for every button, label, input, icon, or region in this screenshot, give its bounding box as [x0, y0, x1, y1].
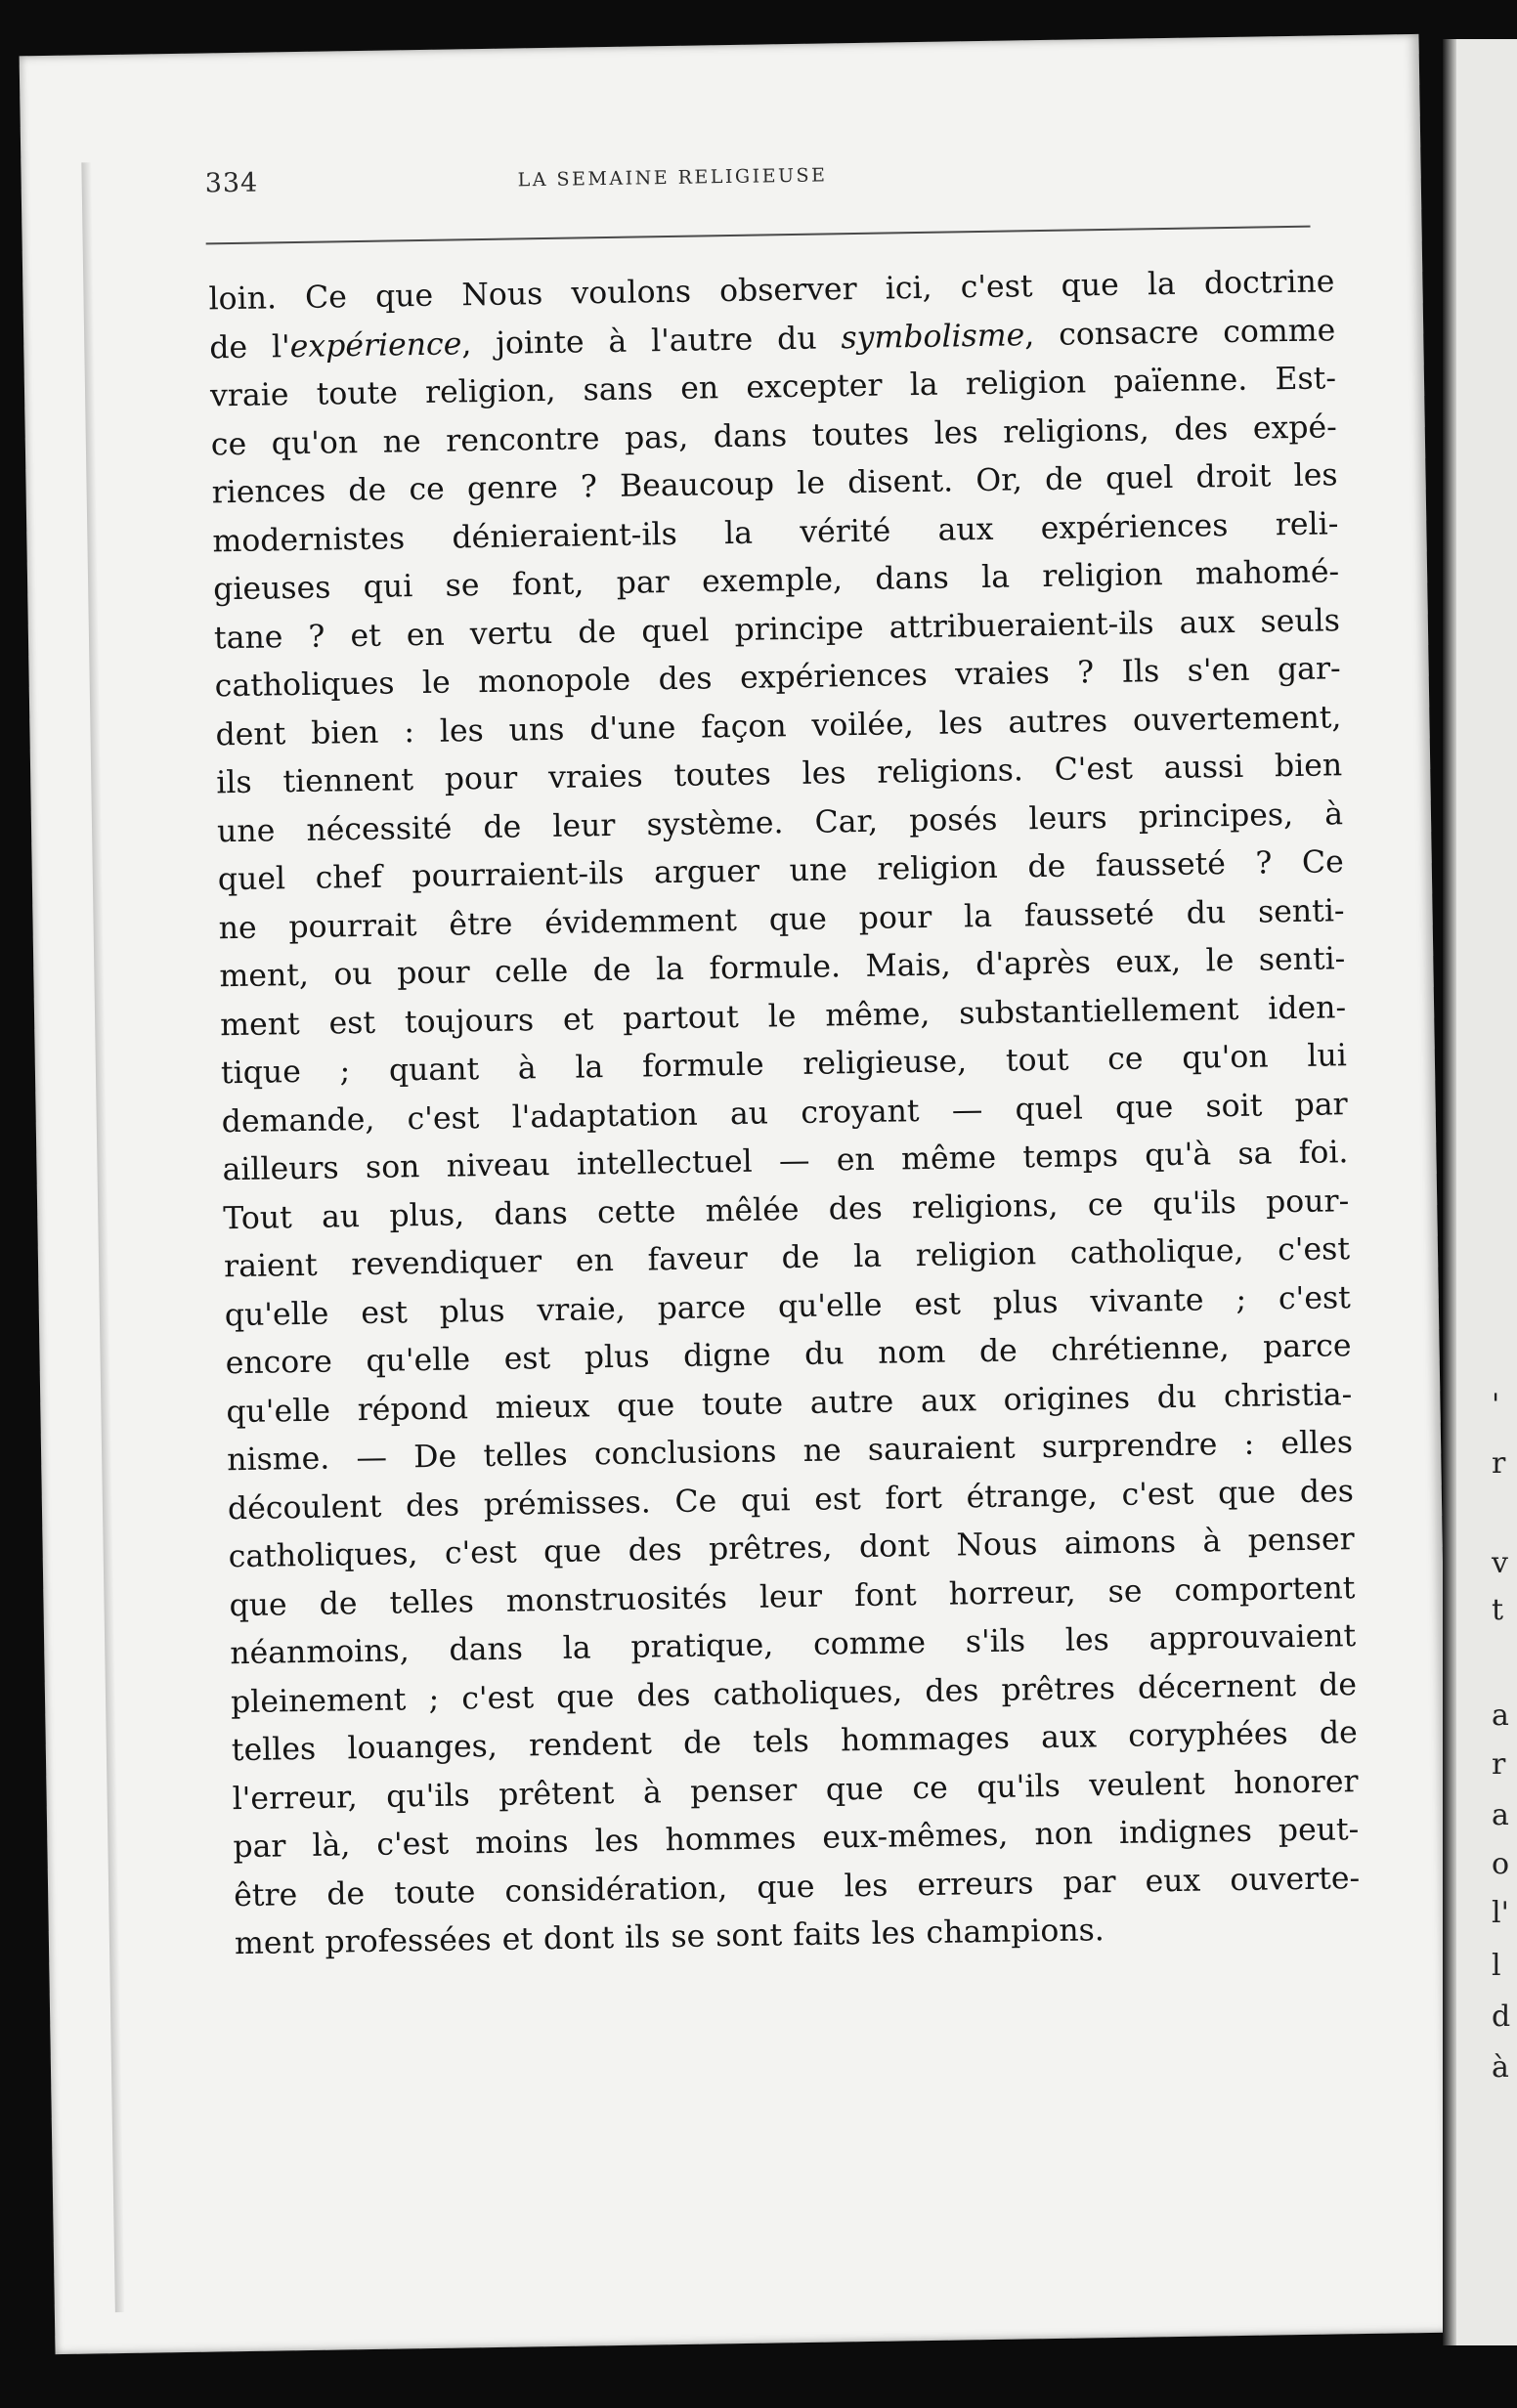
text-line: telles louanges, rendent de tels hommages aux coryphées de: [231, 1715, 1359, 1769]
text-line: vraie toute religion, sans en excepter la religion païenne. Est-: [209, 361, 1337, 414]
text-line: catholiques, c'est que des prêtres, dont Nous aimons à penser: [228, 1522, 1355, 1575]
text-line: dent bien : les uns d'une façon voilée, les autres ouvertement,: [215, 699, 1342, 752]
body-text: [208, 258, 1361, 1968]
adjacent-fragment: a: [1492, 1798, 1509, 1832]
text-line: ment, ou pour celle de la formule. Mais, d'après eux, le senti-: [219, 941, 1346, 995]
book-page: [20, 34, 1455, 2354]
adjacent-fragment: l': [1492, 1896, 1509, 1930]
text-line: néanmoins, dans la pratique, comme s'ils les approuvaient: [230, 1618, 1357, 1672]
page-edge-shadow: [1443, 39, 1456, 2345]
adjacent-fragment: t: [1492, 1593, 1504, 1627]
text-line: que de telles monstruosités leur font horreur, se comportent: [229, 1570, 1356, 1623]
text-line: encore qu'elle est plus digne du nom de chrétienne, parce: [225, 1328, 1352, 1382]
text-line: pleinement ; c'est que des catholiques, des prêtres décernent de: [230, 1666, 1358, 1720]
adjacent-fragment: v: [1492, 1546, 1508, 1580]
text-line: être de toute considération, que les erreurs par eux ouverte-: [233, 1860, 1361, 1914]
text-line: ment professées et dont ils se sont faits les champions.: [234, 1913, 1105, 1962]
running-title: LA SEMAINE RELIGIEUSE: [517, 164, 828, 192]
text-line: ne pourrait être évidemment que pour la fausseté du senti-: [218, 892, 1345, 946]
adjacent-fragment: o: [1492, 1847, 1510, 1881]
adjacent-fragment: à: [1492, 2050, 1509, 2085]
text-line: catholiques le monopole des expériences vraies ? Ils s'en gar-: [214, 651, 1341, 705]
text-line: raient revendiquer en faveur de la religion catholique, c'est: [223, 1231, 1351, 1285]
text-line: une nécessité de leur système. Car, posés leurs principes, à: [216, 796, 1344, 849]
adjacent-fragment: d: [1492, 2000, 1511, 2034]
text-line: ils tiennent pour vraies toutes les religions. C'est aussi bien: [216, 748, 1343, 801]
text-line: ce qu'on ne rencontre pas, dans toutes les religions, des expé-: [210, 408, 1338, 462]
adjacent-fragment: r: [1492, 1446, 1506, 1481]
text-line: quel chef pourraient-ils arguer une religion de fausseté ? Ce: [217, 844, 1345, 898]
text-line: de l'expérience, jointe à l'autre du symbolisme, consacre comme: [209, 312, 1336, 366]
adjacent-fragment: a: [1492, 1698, 1509, 1733]
text-line: l'erreur, qu'ils prêtent à penser que ce qu'ils veulent honorer: [232, 1763, 1359, 1817]
text-line: nisme. — De telles conclusions ne sauraient surprendre : elles: [226, 1425, 1354, 1479]
text-line: ailleurs son niveau intellectuel — en même temps qu'à sa foi.: [222, 1135, 1349, 1188]
text-line: Tout au plus, dans cette mêlée des religions, ce qu'ils pour-: [223, 1182, 1350, 1236]
text-line: par là, c'est moins les hommes eux-mêmes, non indignes peut-: [233, 1812, 1360, 1866]
page-gutter-shadow: [81, 162, 125, 2312]
text-line: riences de ce genre ? Beaucoup le disent. Or, de quel droit les: [211, 457, 1338, 511]
page-number: 334: [204, 167, 259, 199]
adjacent-fragment: r: [1492, 1747, 1506, 1782]
page-header: [204, 151, 1310, 216]
text-line: qu'elle est plus vraie, parce qu'elle est plus vivante ; c'est: [224, 1279, 1352, 1333]
text-line: ment est toujours et partout le même, substantiellement iden-: [219, 989, 1347, 1043]
text-line: découlent des prémisses. Ce qui est fort étrange, c'est que des: [227, 1473, 1355, 1526]
adjacent-fragment: ': [1492, 1388, 1500, 1422]
header-rule: [206, 226, 1311, 245]
text-line: loin. Ce que Nous voulons observer ici, c'est que la doctrine: [208, 264, 1335, 318]
text-line: gieuses qui se font, par exemple, dans la religion mahomé-: [212, 554, 1340, 608]
adjacent-fragment: l: [1492, 1949, 1501, 1983]
text-line: qu'elle répond mieux que toute autre aux origines du christia-: [226, 1376, 1353, 1430]
text-line: demande, c'est l'adaptation au croyant — quel que soit par: [221, 1086, 1348, 1140]
text-line: modernistes dénieraient-ils la vérité aux expériences reli-: [212, 505, 1339, 559]
text-line: tane ? et en vertu de quel principe attribueraient-ils aux seuls: [213, 602, 1341, 656]
text-line: tique ; quant à la formule religieuse, tout ce qu'on lui: [220, 1038, 1348, 1092]
